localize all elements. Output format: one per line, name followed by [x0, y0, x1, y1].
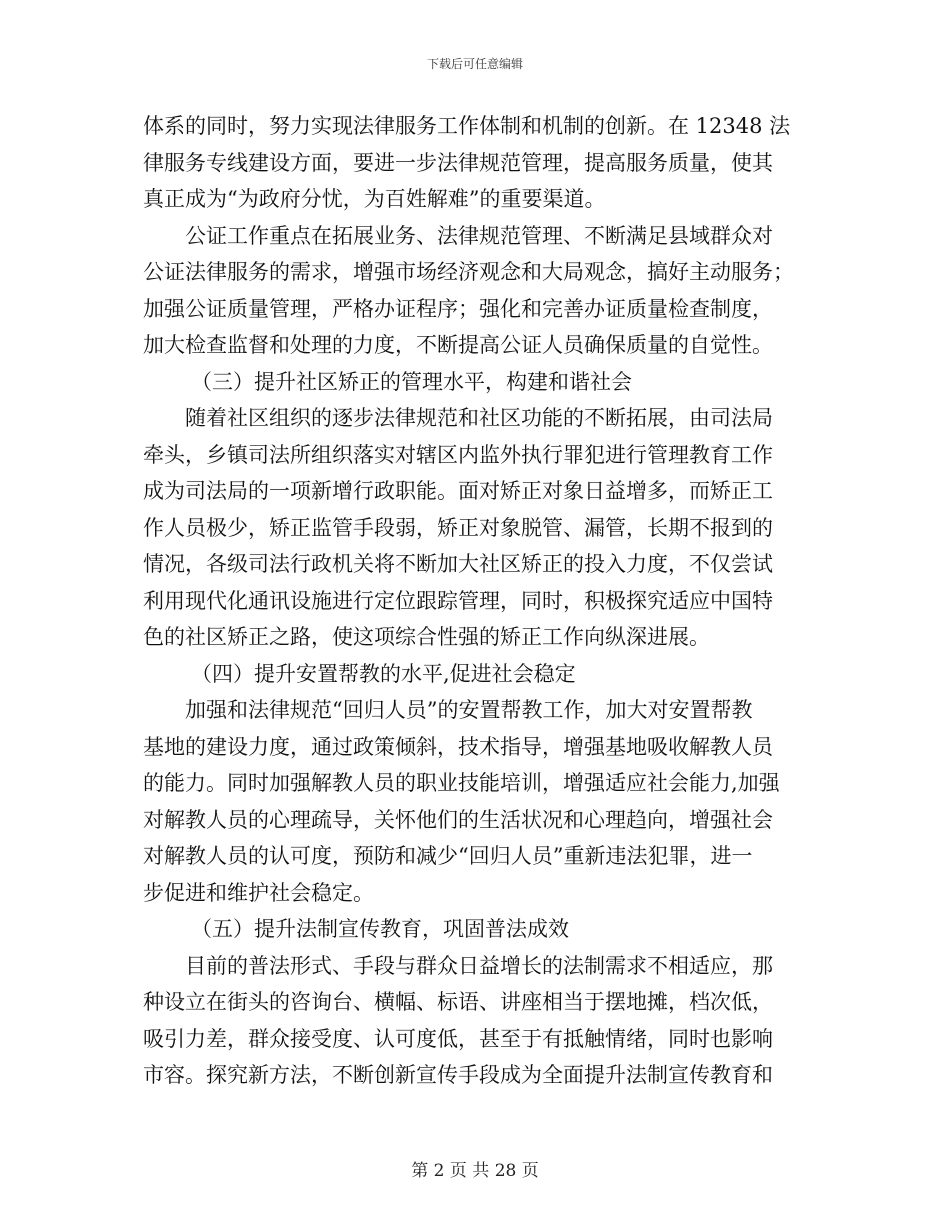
paragraph-line: 对解教人员的认可度，预防和减少“回归人员”重新违法犯罪，进一 — [143, 844, 753, 868]
document-body — [143, 108, 809, 1094]
paragraph-line: 加大检查监督和处理的力度，不断提高公证人员确保质量的自觉性。 — [143, 333, 773, 357]
page-header-note: 下载后可任意编辑 — [426, 57, 523, 71]
heading-text: （三）提升社区矫正的管理水平，构建和谐社会 — [191, 369, 632, 394]
paragraph-line: 利用现代化通讯设施进行定位跟踪管理，同时，积极探究适应中国特 — [143, 588, 773, 613]
paragraph-line: 加强公证质量管理，严格办证程序；强化和完善办证质量检查制度， — [143, 296, 773, 321]
section-heading — [143, 364, 809, 401]
paragraph-line: 市容。探究新方法，不断创新宣传手段成为全面提升法制宣传教育和 — [143, 1063, 773, 1087]
section-heading — [143, 911, 809, 948]
paragraph-line: 种设立在街头的咨询台、横幅、标语、讲座相当于摆地摊，档次低， — [143, 990, 773, 1014]
paragraph-line: 情况，各级司法行政机关将不断加大社区矫正的投入力度，不仅尝试 — [143, 552, 773, 576]
page-number-footer: 第 2 页 共 28 页 — [411, 1161, 539, 1181]
paragraph-line: 牵头，乡镇司法所组织落实对辖区内监外执行罪犯进行管理教育工作 — [143, 442, 773, 467]
heading-text: （四）提升安置帮教的水平,促进社会稳定 — [191, 661, 576, 686]
paragraph-line: 律服务专线建设方面，要进一步法律规范管理，提高服务质量，使其 — [143, 150, 773, 175]
paragraph — [143, 108, 809, 218]
paragraph-line: 目前的普法形式、手段与群众日益增长的法制需求不相适应，那 — [185, 953, 773, 978]
paragraph-line: 成为司法局的一项新增行政职能。面对矫正对象日益增多，而矫正工 — [143, 479, 773, 503]
paragraph-line: 公证工作重点在拓展业务、法律规范管理、不断满足县域群众对 — [185, 223, 773, 248]
paragraph — [143, 948, 809, 1094]
paragraph-line: 真正成为“为政府分忧，为百姓解难”的重要渠道。 — [143, 187, 606, 211]
paragraph-line: 随着社区组织的逐步法律规范和社区功能的不断拓展，由司法局 — [185, 406, 773, 430]
paragraph-line: 基地的建设力度，通过政策倾斜，技术指导，增强基地吸收解教人员 — [143, 734, 773, 759]
paragraph-line: 作人员极少，矫正监管手段弱，矫正对象脱管、漏管，长期不报到的 — [143, 515, 773, 540]
paragraph — [143, 218, 809, 364]
paragraph-line: 吸引力差，群众接受度、认可度低，甚至于有抵触情绪，同时也影响 — [143, 1026, 773, 1051]
paragraph-line: 步促进和维护社会稳定。 — [143, 880, 374, 905]
paragraph-line: 的能力。同时加强解教人员的职业技能培训，增强适应社会能力,加强 — [143, 771, 780, 795]
paragraph-line: 对解教人员的心理疏导，关怀他们的生活状况和心理趋向，增强社会 — [143, 807, 773, 832]
paragraph-line: 公证法律服务的需求，增强市场经济观念和大局观念，搞好主动服务； — [143, 260, 794, 284]
paragraph-line: 体系的同时，努力实现法律服务工作体制和机制的创新。在 12348 法 — [143, 114, 791, 138]
paragraph — [143, 400, 809, 656]
paragraph-line: 色的社区矫正之路，使这项综合性强的矫正工作向纵深进展。 — [143, 625, 710, 649]
heading-text: （五）提升法制宣传教育，巩固普法成效 — [191, 917, 569, 941]
section-heading — [143, 656, 809, 693]
paragraph — [143, 692, 809, 911]
paragraph-line: 加强和法律规范“回归人员”的安置帮教工作，加大对安置帮教 — [185, 698, 753, 722]
